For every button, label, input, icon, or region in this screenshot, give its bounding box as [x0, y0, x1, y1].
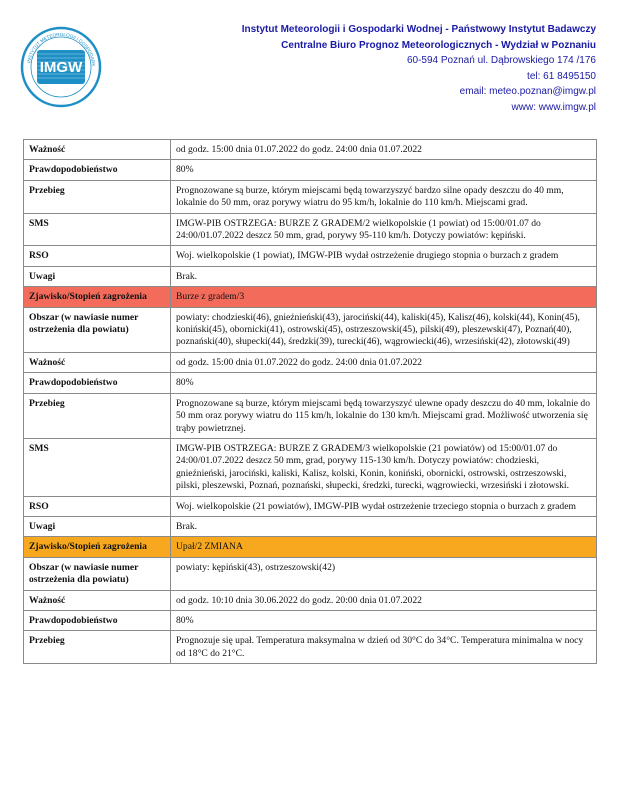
row-value: powiaty: kępiński(43), ostrzeszowski(42)	[171, 557, 597, 590]
imgw-logo	[20, 26, 102, 108]
address: 60-594 Poznań ul. Dąbrowskiego 174 /176	[406, 55, 596, 67]
hazard-row	[24, 537, 597, 557]
row-value: Prognozowane są burze, którym miejscami będą towarzyszyć bardzo silne opady deszczu do 40 mm, lokalnie do 50 mm, oraz porywy wiatru do 95 km/h, lokalnie do 110 km/h. Miejscami grad.	[171, 180, 597, 213]
row-key: Prawdopodobieństwo	[24, 373, 171, 393]
row-key: Przebieg	[24, 180, 171, 213]
table-row	[24, 352, 597, 372]
row-key: SMS	[24, 213, 171, 246]
table-row	[24, 266, 597, 286]
table-row	[24, 631, 597, 664]
table-row	[24, 140, 597, 160]
table-row	[24, 496, 597, 516]
email[interactable]: email: meteo.poznan@imgw.pl	[459, 86, 596, 98]
row-value: 80%	[171, 610, 597, 630]
row-key: Ważność	[24, 352, 171, 372]
row-key: Zjawisko/Stopień zagrożenia	[24, 287, 171, 307]
svg-text:INSTYTUT METEOROLOGII I GOSPOD: INSTYTUT METEOROLOGII I GOSPODARK	[26, 31, 97, 67]
institute-name: Instytut Meteorologii i Gospodarki Wodnej - Państwowy Instytut Badawczy	[241, 24, 596, 35]
table-row	[24, 590, 597, 610]
table-row	[24, 180, 597, 213]
row-key: Prawdopodobieństwo	[24, 160, 171, 180]
warning-table	[23, 139, 597, 664]
row-value: Prognozowane są burze, którym miejscami będą towarzyszyć ulewne opady deszczu do 40 mm, lokalnie do 50 mm oraz porywy wiatru do 115 km/h, lokalnie do 130 km/h. Miejscami grad. Możliwość utworzenia się trąby powietrznej.	[171, 393, 597, 438]
row-key: Przebieg	[24, 393, 171, 438]
institute-header	[242, 22, 596, 116]
table-row	[24, 516, 597, 536]
row-value: od godz. 15:00 dnia 01.07.2022 do godz. 24:00 dnia 01.07.2022	[171, 140, 597, 160]
row-value: 80%	[171, 160, 597, 180]
table-row	[24, 438, 597, 496]
row-value: od godz. 15:00 dnia 01.07.2022 do godz. 24:00 dnia 01.07.2022	[171, 352, 597, 372]
row-key: RSO	[24, 496, 171, 516]
website[interactable]: www: www.imgw.pl	[511, 101, 596, 113]
svg-text:IMGW: IMGW	[39, 59, 83, 76]
row-key: RSO	[24, 246, 171, 266]
table-row	[24, 160, 597, 180]
row-value: Woj. wielkopolskie (1 powiat), IMGW-PIB wydał ostrzeżenie drugiego stopnia o burzach z gradem	[171, 246, 597, 266]
row-value: Prognozuje się upał. Temperatura maksymalna w dzień od 30°C do 34°C. Temperatura minimalna w nocy od 18°C do 21°C.	[171, 631, 597, 664]
row-key: Obszar (w nawiasie numer ostrzeżenia dla powiatu)	[24, 557, 171, 590]
row-key: Uwagi	[24, 266, 171, 286]
table-row	[24, 246, 597, 266]
table-row	[24, 373, 597, 393]
row-value: Upał/2 ZMIANA	[171, 537, 597, 557]
row-value: Woj. wielkopolskie (21 powiatów), IMGW-PIB wydał ostrzeżenie trzeciego stopnia o burzach z gradem	[171, 496, 597, 516]
row-key: Ważność	[24, 590, 171, 610]
department-name: Centralne Biuro Prognoz Meteorologicznych - Wydział w Poznaniu	[281, 39, 596, 51]
row-value: powiaty: chodzieski(46), gnieźnieński(43), jarociński(44), kaliski(45), Kalisz(46), kolski(44), Konin(45), koniński(45), obornicki(41), ostrowski(45), ostrzeszowski(45), pilski(49), pleszewski(47), Poznań(40), poznański(40), słupecki(44), średzki(39), turecki(46), wągrowiecki(46), wrzesiński(42), złotowski(49)	[171, 307, 597, 352]
row-key: Prawdopodobieństwo	[24, 610, 171, 630]
row-value: od godz. 10:10 dnia 30.06.2022 do godz. 20:00 dnia 01.07.2022	[171, 590, 597, 610]
table-row	[24, 610, 597, 630]
row-key: Przebieg	[24, 631, 171, 664]
row-key: Zjawisko/Stopień zagrożenia	[24, 537, 171, 557]
row-value: IMGW-PIB OSTRZEGA: BURZE Z GRADEM/3 wielkopolskie (21 powiatów) od 15:00/01.07 do 24:00/01.07.2022 deszcz 50 mm, grad, porywy 115-130 km/h. Dotyczy powiatów: chodzieski, gnieźnieński, jarociński, kaliski, Kalisz, kolski, Konin, koniński, obornicki, ostrowski, ostrzeszowski, pilski, pleszewski, Poznań, poznański, słupecki, średzki, turecki, wągrowiecki, wrzesiński i złotowski.	[171, 438, 597, 496]
table-row	[24, 557, 597, 590]
row-key: SMS	[24, 438, 171, 496]
phone: tel: 61 8495150	[527, 70, 596, 82]
table-row	[24, 307, 597, 352]
row-value: IMGW-PIB OSTRZEGA: BURZE Z GRADEM/2 wielkopolskie (1 powiat) od 15:00/01.07 do 24:00/01.07.2022 deszcz 50 mm, grad, porywy 95-110 km/h. Dotyczy powiatów: kępiński.	[171, 213, 597, 246]
table-row	[24, 393, 597, 438]
row-key: Uwagi	[24, 516, 171, 536]
row-key: Obszar (w nawiasie numer ostrzeżenia dla powiatu)	[24, 307, 171, 352]
hazard-row	[24, 287, 597, 307]
row-key: Ważność	[24, 140, 171, 160]
row-value: 80%	[171, 373, 597, 393]
row-value: Brak.	[171, 266, 597, 286]
row-value: Brak.	[171, 516, 597, 536]
row-value: Burze z gradem/3	[171, 287, 597, 307]
table-row	[24, 213, 597, 246]
